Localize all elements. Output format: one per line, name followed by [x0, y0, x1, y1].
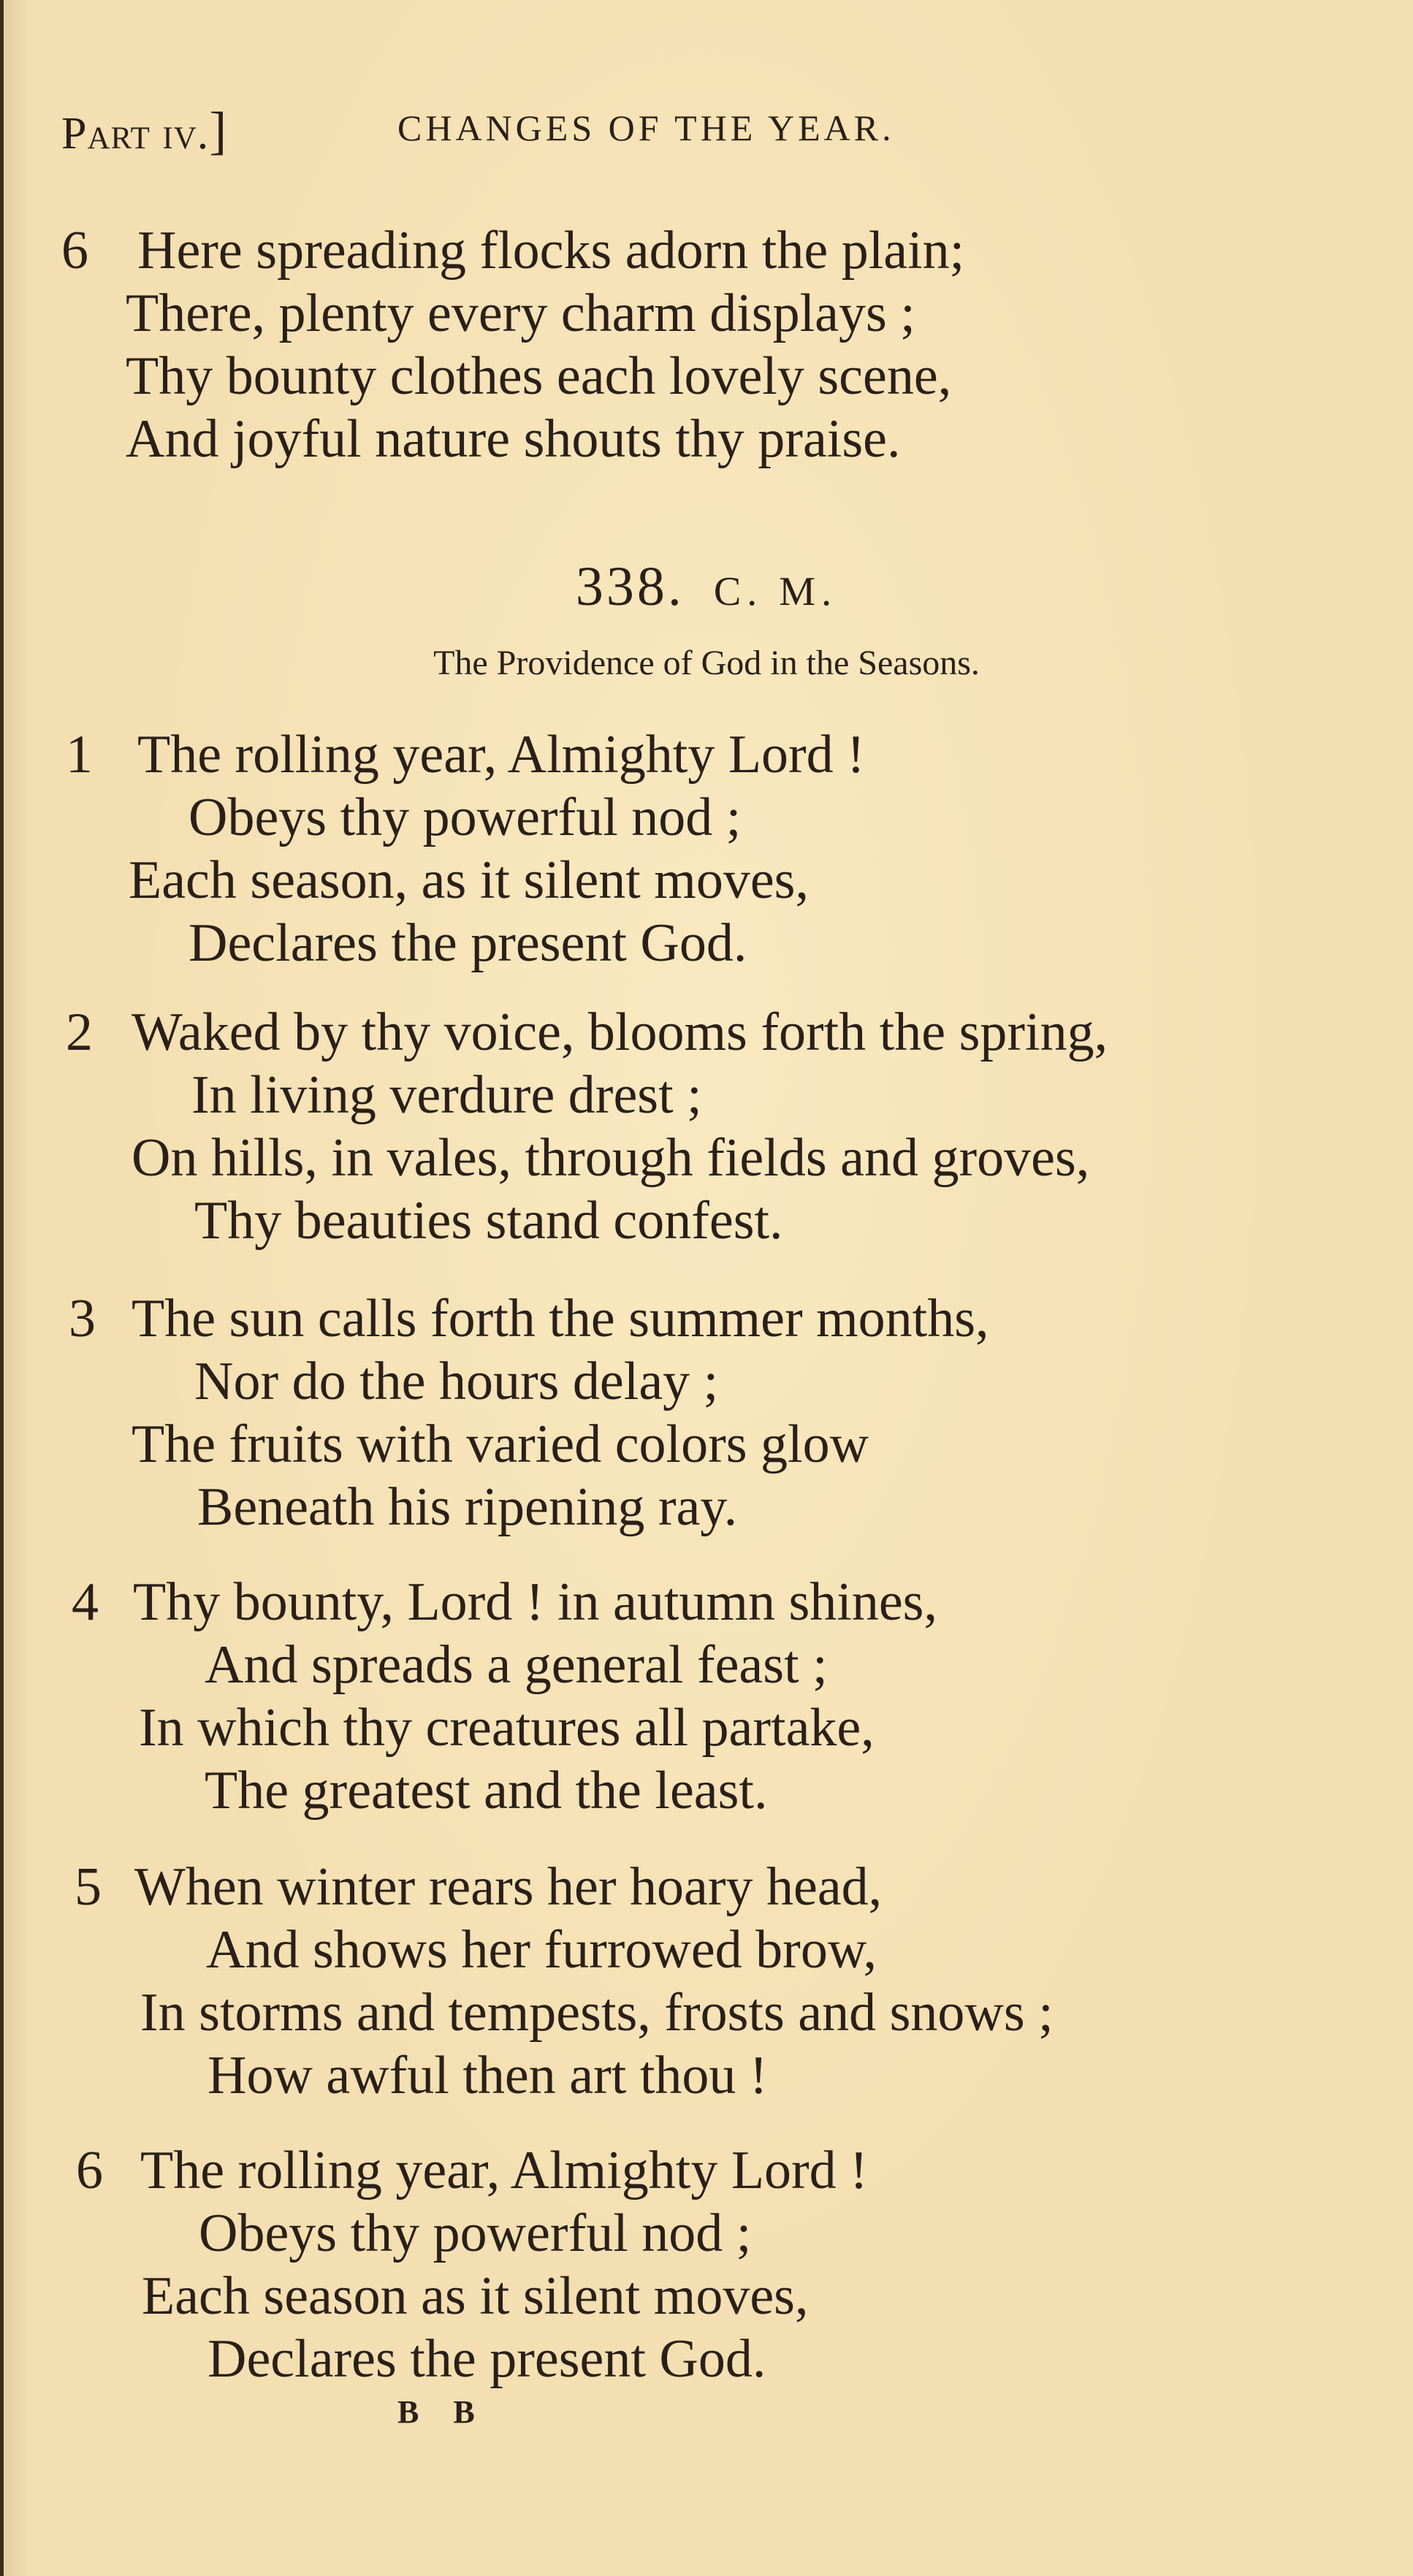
verse-line: In which thy creatures all partake, — [139, 1698, 875, 1758]
verse-line: The rolling year, Almighty Lord ! — [140, 2141, 868, 2200]
verse-line: The sun calls forth the summer months, — [132, 1289, 989, 1349]
running-title: CHANGES OF THE YEAR. — [397, 107, 895, 148]
header-bracket: ] — [209, 102, 228, 160]
verse-line: Here spreading flocks adorn the plain; — [137, 221, 965, 281]
hymn-number: 338. — [575, 556, 685, 617]
verse-line: Thy beauties stand confest. — [194, 1191, 783, 1251]
verse-line: On hills, in vales, through fields and groves, — [132, 1128, 1090, 1188]
running-header — [61, 101, 895, 161]
hymn-meter: C. M. — [713, 569, 838, 614]
verse-line: In storms and tempests, frosts and snows ; — [140, 1983, 1054, 2043]
printer-signature-mark: B B — [397, 2394, 488, 2430]
verse-line: Each season as it silent moves, — [142, 2266, 809, 2326]
verse-line: Waked by thy voice, blooms forth the spring, — [132, 1002, 1108, 1062]
verse-line: The greatest and the least. — [205, 1761, 768, 1821]
stanza-number: 2 — [66, 1002, 93, 1062]
hymn-title — [0, 555, 1413, 619]
stanza-number: 6 — [76, 2141, 103, 2200]
verse-line: And shows her furrowed brow, — [206, 1920, 877, 1980]
page-edge — [0, 0, 4, 2576]
verse-line: Obeys thy powerful nod ; — [199, 2203, 752, 2263]
verse-line: The rolling year, Almighty Lord ! — [137, 725, 865, 785]
verse-line: In living verdure drest ; — [191, 1065, 702, 1125]
stanza-number: 4 — [72, 1572, 99, 1632]
verse-line: How awful then art thou ! — [207, 2046, 768, 2106]
verse-line: Beneath his ripening ray. — [197, 1477, 738, 1537]
part-label: Part iv. — [61, 109, 210, 159]
verse-line: Declares the present God. — [207, 2329, 766, 2389]
stanza-number: 1 — [66, 725, 93, 785]
verse-line: Nor do the hours delay ; — [194, 1352, 719, 1411]
verse-line: When winter rears her hoary head, — [134, 1857, 883, 1917]
verse-line: The fruits with varied colors glow — [132, 1414, 869, 1474]
verse-line: Thy bounty clothes each lovely scene, — [126, 346, 952, 406]
verse-line: Thy bounty, Lord ! in autumn shines, — [133, 1572, 937, 1632]
verse-line: And joyful nature shouts thy praise. — [126, 409, 901, 469]
verse-line: And spreads a general feast ; — [205, 1635, 828, 1695]
stanza-number: 3 — [69, 1289, 96, 1349]
stanza-number: 6 — [61, 221, 88, 281]
hymn-subtitle: The Providence of God in the Seasons. — [433, 644, 980, 682]
stanza-number: 5 — [75, 1857, 102, 1917]
verse-line: Obeys thy powerful nod ; — [188, 788, 742, 847]
verse-line: Each season, as it silent moves, — [129, 850, 809, 910]
verse-line: Declares the present God. — [188, 913, 747, 973]
verse-line: There, plenty every charm displays ; — [126, 283, 915, 343]
